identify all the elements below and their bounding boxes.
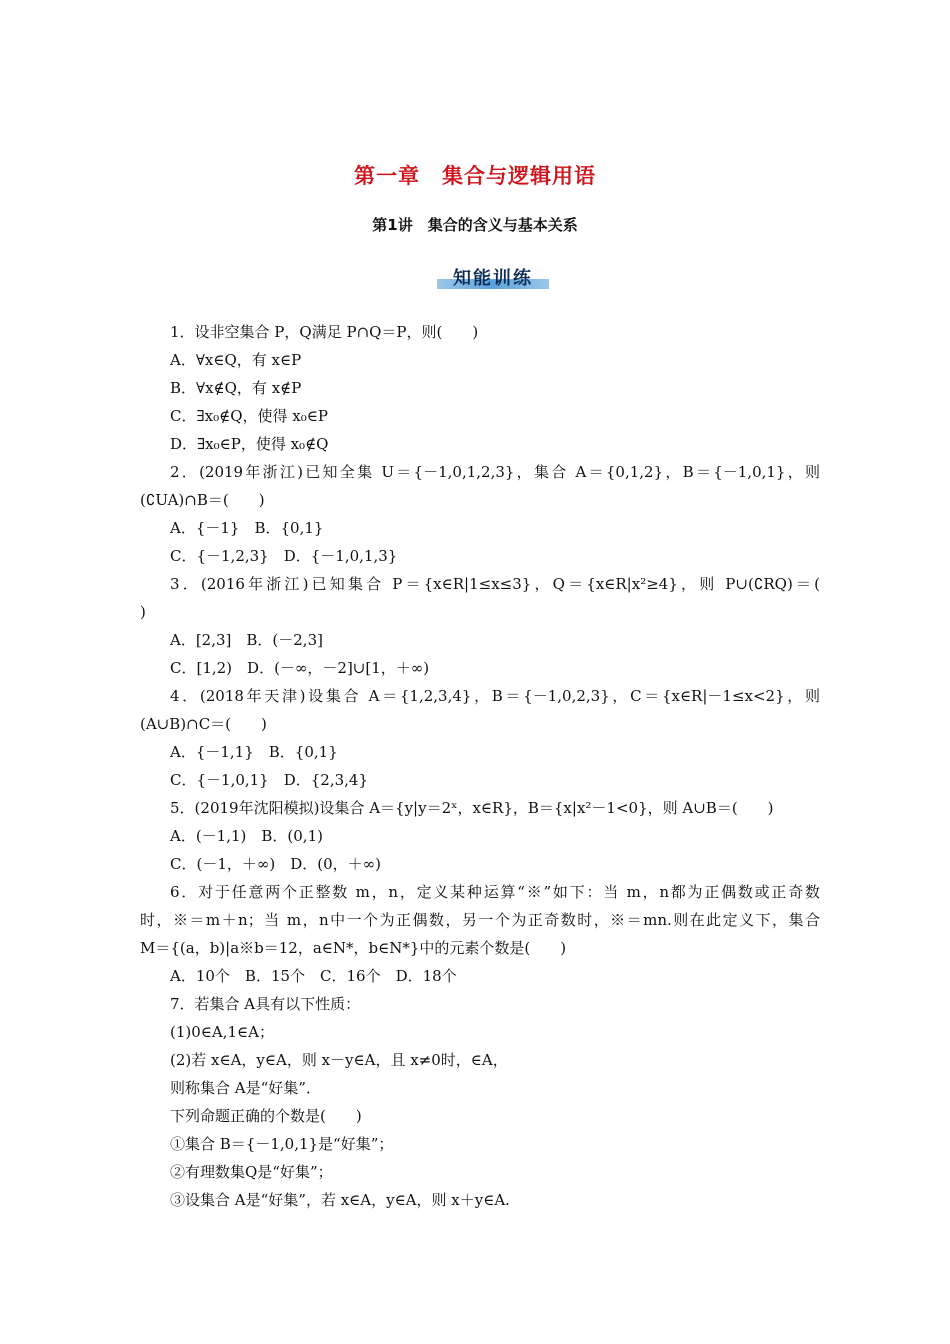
text-line: (2)若 x∈A，y∈A，则 x－y∈A，且 x≠0时，∈A， (170, 1051, 508, 1069)
text-line: ①集合 B＝{－1,0,1}是“好集”； (170, 1135, 394, 1153)
text-line: (A∪B)∩C＝( ) (140, 715, 267, 733)
text-line: 下列命题正确的个数是( ) (170, 1107, 362, 1125)
text-line: (1)0∈A,1∈A； (170, 1023, 274, 1041)
text-line: A．{－1} B．{0,1} (170, 519, 324, 537)
text-line: ②有理数集Q是“好集”； (170, 1163, 333, 1181)
text-line: D．∃x₀∈P，使得 x₀∉Q (170, 435, 329, 453)
text-line: 4．(2018年天津)设集合 A＝{1,2,3,4}，B＝{－1,0,2,3}，C＝{x∈R|－1≤x<2}，则 (170, 687, 820, 705)
text-line: A．∀x∈Q，有 x∈P (170, 351, 302, 369)
chapter-title: 第一章 集合与逻辑用语 (354, 164, 596, 188)
text-line: ) (140, 603, 146, 621)
text-line: A．{－1,1} B．{0,1} (170, 743, 338, 761)
text-line: 3．(2016年浙江)已知集合 P＝{x∈R|1≤x≤3}，Q＝{x∈R|x²≥4}，则 P∪(∁RQ)＝( (170, 575, 820, 593)
text-line: C．[1,2) D．(－∞，－2]∪[1，＋∞) (170, 659, 430, 677)
lesson-title: 第1讲 集合的含义与基本关系 (372, 216, 578, 234)
text-line: 1．设非空集合 P，Q满足 P∩Q＝P，则( ) (170, 323, 479, 341)
text-line: C．∃x₀∉Q，使得 x₀∈P (170, 407, 328, 425)
section-banner (437, 268, 549, 290)
text-line: 7．若集合 A具有以下性质： (170, 995, 361, 1013)
text-line: C．(－1，＋∞) D．(0，＋∞) (170, 855, 381, 873)
exercise-content (140, 318, 820, 1214)
text-line: C．{－1,2,3} D．{－1,0,1,3} (170, 547, 398, 565)
section-banner-label: 知能训练 (453, 268, 533, 289)
text-line: A．(－1,1) B．(0,1) (170, 827, 323, 845)
text-line: A．[2,3] B．(－2,3] (170, 631, 323, 649)
text-line: 则称集合 A是“好集”． (170, 1079, 321, 1097)
text-line: C．{－1,0,1} D．{2,3,4} (170, 771, 369, 789)
text-line: 时，※＝m＋n；当 m，n中一个为正偶数，另一个为正奇数时，※＝mn.则在此定义下，集合 (140, 911, 820, 929)
text-line: 5．(2019年沈阳模拟)设集合 A＝{y|y＝2ˣ，x∈R}，B＝{x|x²－1<0}，则 A∪B＝( ) (170, 799, 774, 817)
text-line: (∁UA)∩B＝( ) (140, 491, 265, 509)
text-line: M＝{(a，b)|a※b＝12，a∈N*，b∈N*}中的元素个数是( ) (140, 939, 567, 957)
text-line: B．∀x∉Q，有 x∉P (170, 379, 302, 397)
text-line: 2．(2019年浙江)已知全集 U＝{－1,0,1,2,3}，集合 A＝{0,1,2}，B＝{－1,0,1}，则 (170, 463, 820, 481)
text-line: A．10个 B．15个 C．16个 D．18个 (170, 967, 457, 985)
text-line: 6．对于任意两个正整数 m，n，定义某种运算“※”如下：当 m，n都为正偶数或正奇数 (170, 883, 820, 901)
text-line: ③设集合 A是“好集”，若 x∈A，y∈A，则 x＋y∈A. (170, 1191, 510, 1209)
